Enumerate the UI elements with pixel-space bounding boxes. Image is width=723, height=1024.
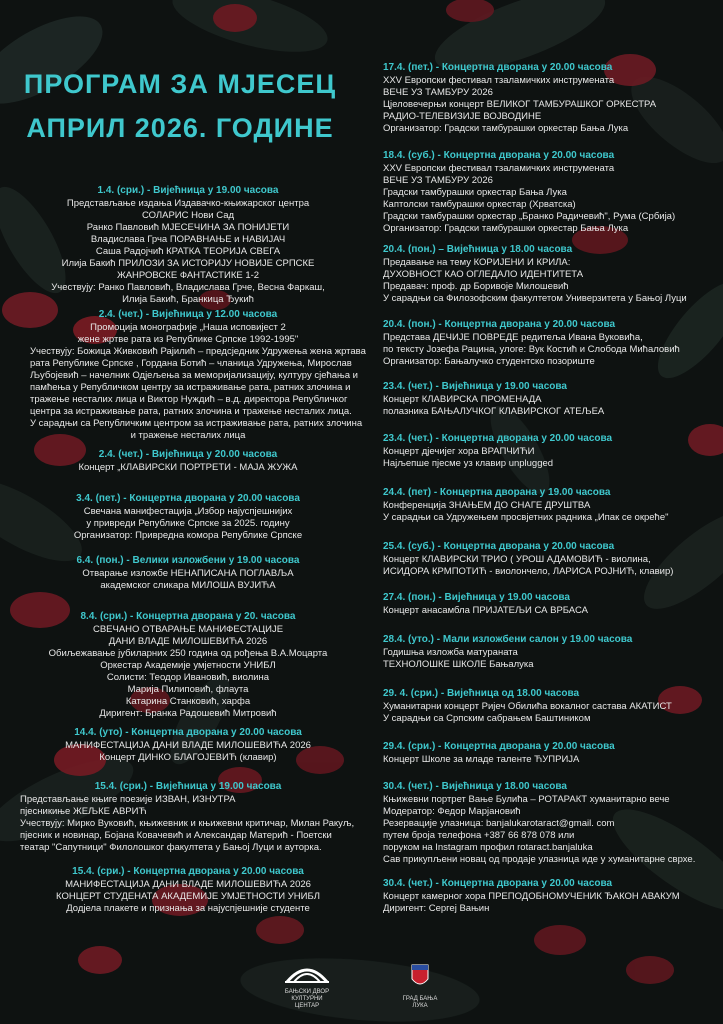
event-line: Учествују: Ранко Павловић, Владислава Грче, Весна Фаркаш, [51,282,325,293]
event-line: Организатор: Градски тамбурашки оркестар Бања Лука [383,223,629,234]
event-line: полазника БАЊАЛУЧКОГ КЛАВИРСКОГ АТЕЉЕА [383,406,605,417]
event-line: пјесник и новинар, Бојана Ковачевић и Александар Матерић - Поетски [20,830,332,841]
event-line: Представа ДЕЧИЈЕ ПОВРЕДЕ редитеља Ивана Вуковића, [383,332,643,343]
event-line: тражење несталих лица и Виктор Нуждић – в.д. директора Републичког [30,394,348,405]
event-line: Владислава Грча ПОРАВНАЊЕ и НАВИЈАЧ [90,234,286,245]
event-item [383,381,713,418]
event-line: У сарадњи са Републичким центром за истраживање рата, ратних злочина [30,418,363,429]
event-item [383,150,713,235]
event-line: Годишња изложба матураната [383,647,518,658]
event-line: Цјеловечерњи концерт ВЕЛИКОГ ТАМБУРАШКОГ ОРКЕСТРА [383,99,657,110]
event-item [383,781,713,866]
event-line: Представљање књиге поезије ИЗВАН, ИЗНУТРА [20,794,236,805]
event-line: поруком на Instagram профил rotaract.banjaluka [383,842,593,853]
event-line: памћења у Републичком центру за истраживање рата, ратних злочина и [30,382,351,393]
event-line: ЖАНРОВСКЕ ФАНТАСТИКЕ 1-2 [116,270,260,281]
event-line: Градски тамбурашки оркестар „Бранко Радичевић", Рума (Србија) [383,211,676,222]
coat-of-arms-icon [395,963,445,991]
event-line: Илија Бакић ПРИЛОЗИ ЗА ИСТОРИЈУ НОВИЈЕ СРПСКЕ [61,258,315,269]
event-line: Марија Пилиповић, флаута [127,684,249,695]
event-line: Диригент: Сергеј Вањин [383,903,490,914]
event-line: ИСИДОРА КРМПОТИЋ - виолончело, ЛАРИСА РОЈНИЋ, клавир) [383,566,674,577]
event-line: и тражење несталих лица [130,430,246,441]
event-line: Организатор: Привредна комора Републике Српске [73,530,303,541]
event-line: Промоција монографије „Наша исповијест 2 [90,322,286,333]
event-line: Представљање издања Издавачко-књижарског центра [66,198,310,209]
event-heading: 30.4. (чет.) - Вијећница у 18.00 часова [383,781,567,792]
event-item [0,185,360,306]
event-line: Концерт ДИНКО БЛАГОЈЕВИЋ (клавир) [99,752,277,763]
event-line: Учествују: Мирко Вуковић, књижевник и књижевни критичар, Милан Ракуљ, [20,818,355,829]
event-item [0,493,360,542]
event-line: СВЕЧАНО ОТВАРАЊЕ МАНИФЕСТАЦИЈЕ [92,624,284,635]
event-line: XXV Европски фестивал тзаламичких инструмената [383,163,615,174]
event-line: Љубојевић – начелник Одјељења за меморијализацију, културу сјећања и [30,370,358,381]
event-heading: 30.4. (чет.) - Концертна дворана у 20.00 часова [383,878,613,889]
event-item [383,592,713,617]
event-item [383,433,713,470]
event-line: Организатор: Бањалучко студентско позориште [383,356,595,367]
event-line: ВЕЧЕ УЗ ТАМБУРУ 2026 [383,175,493,186]
event-item [383,741,713,766]
event-line: У сарадњи са Српским сабрањем Баштиником [383,713,591,724]
event-line: рата Републике Српске , Гордана Ботић – чланица Удружења, Мирослав [30,358,352,369]
event-item [383,487,713,524]
event-heading: 8.4. (сри.) - Концертна дворана у 20. часова [80,611,296,622]
event-line: Резервације улазница: banjalukarotaract@gmail. com [383,818,615,829]
event-heading: 2.4. (чет.) - Вијећница у 20.00 часова [98,449,278,460]
event-line: по тексту Јозефа Рацина, улоге: Вук Костић и Слобода Мићаловић [383,344,680,355]
event-line: МАНИФЕСТАЦИЈА ДАНИ ВЛАДЕ МИЛОШЕВИЋА 2026 [65,740,311,751]
event-line: Организатор: Градски тамбурашки оркестар Бања Лука [383,123,629,134]
event-line: Градски тамбурашки оркестар Бања Лука [383,187,567,198]
event-item [0,611,360,720]
event-heading: 25.4. (суб.) - Концертна дворана у 20.00 часова [383,541,615,552]
event-item [0,555,360,592]
event-item [383,688,713,725]
event-line: Предавање на тему КОРИЈЕНИ И КРИЛА: [383,257,571,268]
event-item [383,541,713,578]
event-line: Солисти: Теодор Ивановић, виолина [106,672,270,683]
event-line: РАДИО-ТЕЛЕВИЗИЈЕ ВОЈВОДИНЕ [383,111,542,122]
event-line: Концерт анасамбла ПРИЈАТЕЉИ СА ВРБАСА [383,605,588,616]
event-line: Концерт дјечијег хора ВРАПЧИЋИ [383,446,535,457]
event-line: Додјела плакете и признања за најуспјешније студенте [66,903,310,914]
event-line: Оркестар Академије умјетности УНИБЛ [100,660,276,671]
event-line: ВЕЧЕ УЗ ТАМБУРУ 2026 [383,87,493,98]
event-heading: 15.4. (сри.) - Концертна дворана у 20.00 часова [72,866,304,877]
event-line: пјесникиње ЖЕЉКЕ АВРИЋ [20,806,147,817]
event-heading: 23.4. (чет.) - Концертна дворана у 20.00 часова [383,433,613,444]
event-heading: 24.4. (пет) - Концертна дворана у 19.00 часова [383,487,611,498]
title-line-1: ПРОГРАМ ЗА МЈЕСЕЦ [23,69,337,99]
building-icon [282,958,332,984]
event-line: ДУХОВНОСТ КАО ОГЛЕДАЛО ИДЕНТИТЕТА [383,269,584,280]
event-line: Концерт „КЛАВИРСКИ ПОРТРЕТИ - МАЈА ЖУЖА [78,462,298,473]
event-line: Свечана манифестација „Избор најуспјешнијих [83,506,293,517]
event-heading: 28.4. (уто.) - Мали изложбени салон у 19.00 часова [383,634,633,645]
event-item [383,244,713,305]
event-line: Књижевни портрет Вање Булића – РОТАРАКТ хуманитарно вече [383,794,670,805]
logo-right-name: ГРАД БАЊА ЛУКА [402,996,438,1009]
event-heading: 27.4. (пон.) - Вијећница у 19.00 часова [383,592,570,603]
event-heading: 14.4. (уто) - Концертна дворана у 20.00 часова [74,727,302,738]
event-item [383,878,713,915]
event-item [0,727,360,764]
event-line: Сав прикупљени новац од продаје улазница иде у хуманитарне сврхе. [383,854,696,865]
event-item [0,866,360,915]
event-line: Диригент: Бранка Радошевић Митровић [99,708,277,719]
event-line: Концерт Школе за младе таленте ЋУПРИЈА [383,754,580,765]
event-line: Хуманитарни концерт Ријеч Обилића вокалног састава АКАТИСТ [383,701,672,712]
event-heading: 20.4. (пон.) – Вијећница у 18.00 часова [383,244,573,255]
event-item [0,781,360,854]
bansky-dvor-logo [282,958,332,1010]
event-line: Конференција ЗНАЊЕМ ДО СНАГЕ ДРУШТВА [383,500,591,511]
page-title [0,62,360,150]
event-line: У сарадњи са Филозофским факултетом Универзитета у Бањој Луци [383,293,687,304]
event-item [383,634,713,671]
event-line: академског сликара МИЛОША ВУЈИЋА [100,580,276,591]
event-line: центра за истраживање рата, ратних злочина и тражење несталих лица. [30,406,352,417]
event-heading: 18.4. (суб.) - Концертна дворана у 20.00 часова [383,150,615,161]
event-line: Илија Бакић, Бранкица Ђукић [122,294,254,305]
event-heading: 6.4. (пон.) - Велики изложбени у 19.00 часова [76,555,300,566]
event-heading: 29. 4. (сри.) - Вијећница од 18.00 часова [383,688,580,699]
event-line: XXV Европски фестивал тзаламичких инструмената [383,75,615,86]
event-line: театар "Сапутници" Филолошког факултета у Бањој Луци и ауторка. [20,842,322,853]
event-heading: 20.4. (пон.) - Концертна дворана у 20.00 часова [383,319,616,330]
event-line: Ранко Павловић МЈЕСЕЧИНА ЗА ПОНИЈЕТИ [86,222,290,233]
city-logo [395,963,445,1010]
event-line: Концерт КЛАВИРСКА ПРОМЕНАДА [383,394,542,405]
event-line: МАНИФЕСТАЦИЈА ДАНИ ВЛАДЕ МИЛОШЕВИЋА 2026 [65,879,311,890]
event-item [383,319,713,368]
event-line: У сарадњи са Удружењем просвјетних радника „Ипак се окреће" [383,512,669,523]
logo-left-sub: КУЛТУРНИ ЦЕНТАР [291,996,323,1009]
event-heading: 17.4. (пет.) - Концертна дворана у 20.00 часова [383,62,613,73]
event-line: Модератор: Федор Марјановић [383,806,521,817]
event-line: Отварање изложбе НЕНАПИСАНА ПОГЛАВЉА [82,568,294,579]
event-heading: 3.4. (пет.) - Концертна дворана у 20.00 часова [76,493,300,504]
event-heading: 1.4. (сри.) - Вијећница у 19.00 часова [97,185,279,196]
event-line: Катарина Станковић, харфа [125,696,251,707]
event-line: Обиљежавање јубиларних 250 година од рођења В.А.Моцарта [48,648,328,659]
event-line: путем броја телефона +387 66 878 078 или [383,830,575,841]
logo-left-name: БАЊСКИ ДВОР [284,989,330,995]
event-line: у привреди Републике Српске за 2025. годину [86,518,290,529]
event-line: ТЕХНОЛОШКЕ ШКОЛЕ Бањалука [383,659,534,670]
event-item [0,449,360,474]
event-line: Најљепше пјесме уз клавир unplugged [383,458,554,469]
event-line: жене жртве рата из Републике Српске 1992-1995" [77,334,299,345]
event-line: Предавач: проф. др Боривоје Милошевић [383,281,569,292]
event-item [0,309,366,442]
event-line: ДАНИ ВЛАДЕ МИЛОШЕВИЋА 2026 [108,636,268,647]
event-line: КОНЦЕРТ СТУДЕНАТА АКАДЕМИЈЕ УМЈЕТНОСТИ УНИБЛ [56,891,320,902]
event-heading: 2.4. (чет.) - Вијећница у 12.00 часова [98,309,278,320]
event-heading: 23.4. (чет.) - Вијећница у 19.00 часова [383,381,567,392]
event-line: СОЛАРИС Нови Сад [141,210,235,221]
event-line: Концерт КЛАВИРСКИ ТРИО ( УРОШ АДАМОВИЋ - виолина, [383,554,651,565]
event-line: Каптолски тамбурашки оркестар (Хрватска) [383,199,576,210]
event-line: Саша Радојчић КРАТКА ТЕОРИЈА СВЕГА [95,246,281,257]
event-heading: 15.4. (сри.) - Вијећница у 19.00 часова [94,781,282,792]
event-line: Учествују: Божица Живковић Рајилић – предсједник Удружења жена жртава [30,346,366,357]
title-line-2: АПРИЛ 2026. ГОДИНЕ [26,113,334,143]
event-item [383,62,713,135]
event-line: Концерт камерног хора ПРЕПОДОБНОМУЧЕНИК ЂАКОН АВАКУМ [383,891,680,902]
event-heading: 29.4. (сри.) - Концертна дворана у 20.00 часова [383,741,615,752]
